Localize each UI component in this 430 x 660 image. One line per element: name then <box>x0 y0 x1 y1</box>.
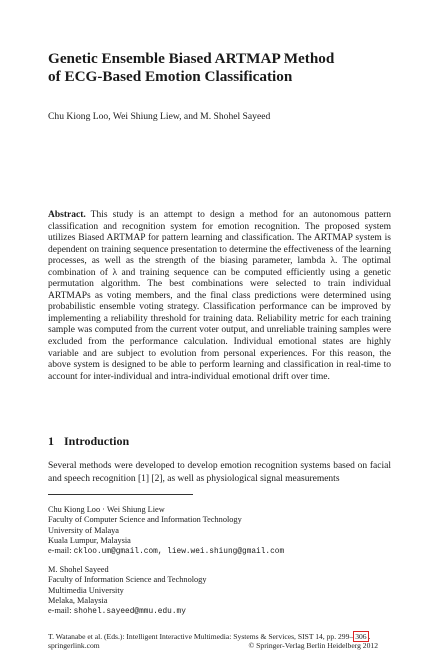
footnote-faculty: Faculty of Computer Science and Information Technology <box>48 515 242 525</box>
footer-citation-row <box>48 632 378 641</box>
footnote-affiliation-2 <box>48 565 391 617</box>
footnote-city: Kuala Lumpur, Malaysia <box>48 535 131 545</box>
abstract-text: This study is an attempt to design a method for an autonomous pattern classification and recognition system for emotion recognition. The proposed system utilizes Biased ARTMAP for pattern learning and classification. The ARTMAP system is dependent on training sequence presentation to determine the effectiveness of the learning processes, as well as the strength of the biasing parameter, lambda λ. The optimal combination of λ and training sequence can be computed efficiently using a genetic permutation algorithm. The best combinations were selected to train individual ARTMAPs as voting members, and the final class predictions were determined using probabilistic ensemble voting strategy. Classification performance can be improved by implementing a reliability threshold for training data. Reliability metric for each training sample was computed from the current voter output, and unreliable training samples were excluded from the performance calculation. Individual emotional states are highly variable and are subject to evolution from personal experiences. For this reason, the above system is designed to be able to perform learning and classification in real-time to account for inter-individual and intra-individual emotional drift over time. <box>48 210 391 382</box>
page-range-link[interactable]: 306 <box>355 632 367 641</box>
title-line-1: Genetic Ensemble Biased ARTMAP Method <box>48 50 335 67</box>
citation-end: . <box>368 632 371 641</box>
footer-citation <box>48 632 370 641</box>
footnote-university: Multimedia University <box>48 585 124 595</box>
footer-publisher-row <box>48 641 378 650</box>
abstract-label: Abstract. <box>48 210 86 220</box>
section-title: Introduction <box>64 434 130 448</box>
email-link[interactable]: shohel.sayeed@mmu.edu.my <box>73 608 186 617</box>
footnote-faculty: Faculty of Information Science and Technology <box>48 575 207 585</box>
author-list: Chu Kiong Loo, Wei Shiung Liew, and M. Shohel Sayeed <box>48 111 271 122</box>
section-heading <box>48 434 348 448</box>
email-label: e-mail: <box>48 606 74 616</box>
footnote-divider <box>48 494 193 495</box>
citation-text: T. Watanabe et al. (Eds.): Intelligent Interactive Multimedia: Systems & Services, SIST 14, pp. 299– <box>48 632 354 641</box>
footnote-email-line <box>48 546 391 557</box>
footnote-names: Chu Kiong Loo · Wei Shiung Liew <box>48 505 165 514</box>
section-number: 1 <box>48 434 54 448</box>
footnote-university: University of Malaya <box>48 525 119 535</box>
email-link[interactable]: ckloo.um@gmail.com, liew.wei.shiung@gmail.com <box>73 548 285 557</box>
footer-site-link[interactable]: springerlink.com <box>48 641 100 651</box>
footnote-affiliation-1 <box>48 505 391 557</box>
footnote-email-line <box>48 606 391 617</box>
footnote-city: Melaka, Malaysia <box>48 595 108 605</box>
page-footer <box>48 632 378 651</box>
footnote-name: M. Shohel Sayeed <box>48 565 109 574</box>
paper-title <box>48 50 398 86</box>
introduction-text: Several methods were developed to develop emotion recognition systems based on facial and speech recognition [1] [2], as well as physiological signal measurements <box>48 461 391 484</box>
email-label: e-mail: <box>48 546 74 556</box>
title-line-2: of ECG-Based Emotion Classification <box>48 68 293 85</box>
footer-copyright: © Springer-Verlag Berlin Heidelberg 2012 <box>248 641 378 651</box>
abstract <box>48 210 391 383</box>
